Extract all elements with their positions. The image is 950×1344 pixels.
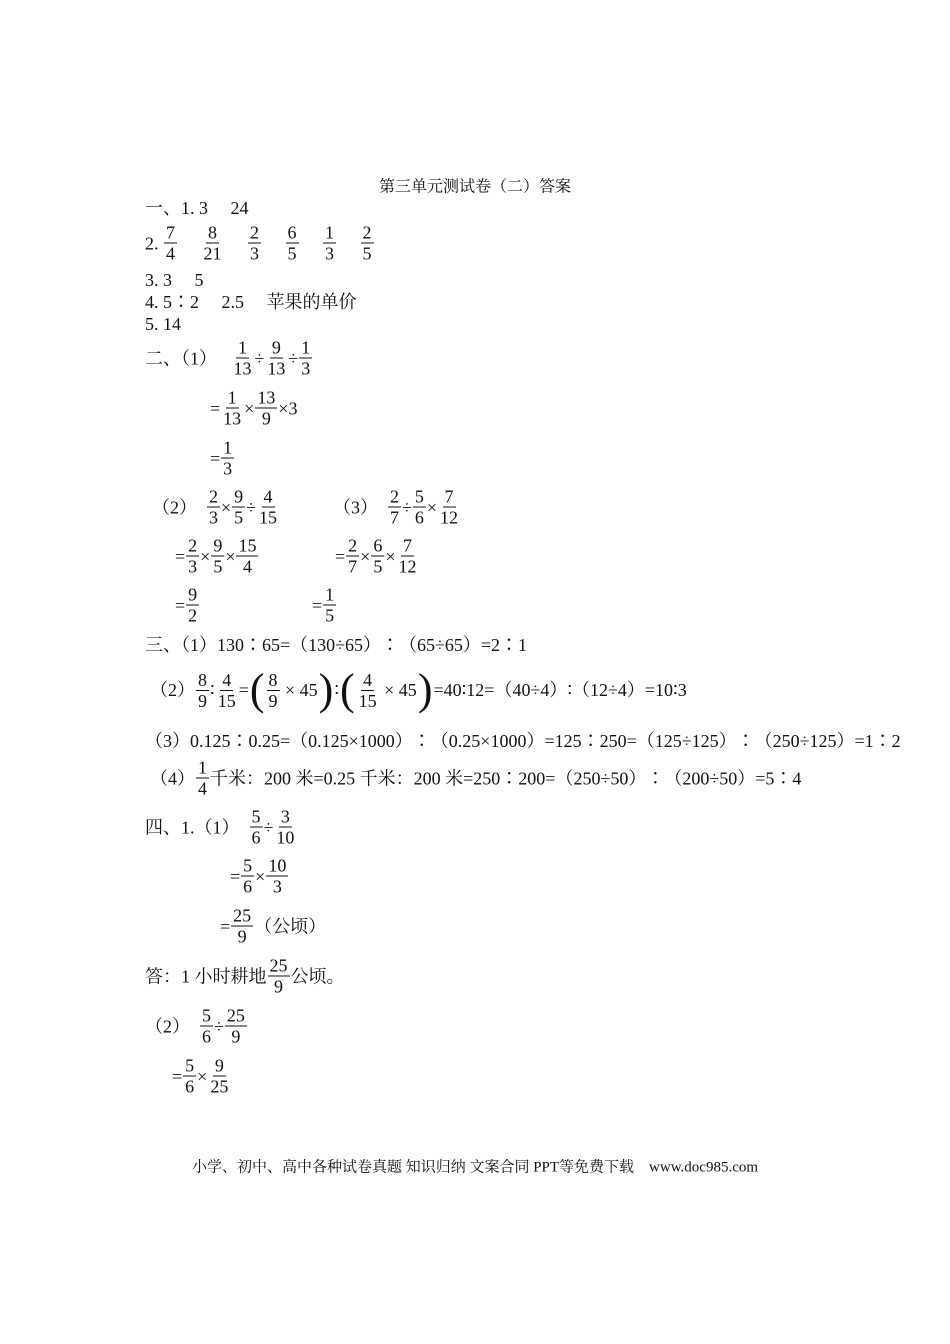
text-segment: ×: [385, 546, 396, 566]
answer-line: [312, 585, 337, 626]
text-segment: ÷: [402, 497, 412, 517]
fraction-denominator: 3: [272, 876, 282, 897]
fraction-numerator: 2: [348, 535, 358, 556]
fraction: [371, 536, 384, 577]
fraction-denominator: 3: [209, 507, 218, 528]
fraction-numerator: 7: [444, 486, 454, 507]
text-segment: （3）0.125∶0.25=（0.125×1000）∶（0.25×1000）=125∶250=（125÷125）∶（250÷125）=1∶2: [145, 731, 901, 751]
fraction: [413, 487, 426, 528]
fraction-denominator: 21: [203, 243, 222, 264]
fraction: [248, 223, 261, 264]
fraction: [186, 536, 199, 577]
fraction-denominator: 9: [261, 408, 271, 429]
text-segment: 4. 5∶2 2.5 苹果的单价: [145, 292, 357, 312]
text-segment: ÷: [214, 1016, 224, 1036]
fraction: [200, 1006, 213, 1047]
fraction: [202, 223, 224, 264]
fraction-numerator: 15: [238, 535, 257, 556]
text-segment: ×: [255, 866, 266, 886]
fraction-denominator: 15: [358, 690, 377, 711]
fraction-denominator: 6: [414, 507, 424, 528]
fraction-denominator: 7: [390, 507, 399, 528]
fraction: [323, 585, 336, 626]
fraction-numerator: 2: [209, 486, 218, 507]
text-segment: ×: [426, 497, 438, 517]
fraction-denominator: 6: [251, 827, 261, 848]
fraction: [299, 338, 312, 379]
fraction-denominator: 9: [198, 690, 207, 711]
fraction-numerator: 8: [208, 222, 217, 243]
text-segment: ÷: [288, 348, 299, 368]
answer-line: [145, 1006, 248, 1047]
fraction-numerator: 4: [263, 486, 273, 507]
fraction-denominator: 9: [274, 976, 283, 997]
fraction-denominator: 13: [233, 358, 252, 379]
fraction-numerator: 6: [373, 535, 383, 556]
fraction-denominator: 13: [267, 358, 286, 379]
fraction-denominator: 3: [250, 243, 259, 264]
text-segment: （2）: [152, 497, 206, 517]
text-segment: 3. 3 5: [145, 270, 204, 290]
fraction: [196, 758, 209, 799]
text-segment: [337, 233, 360, 253]
fraction: [216, 670, 238, 711]
text-segment: 一、1. 3 24: [145, 198, 249, 218]
fraction-numerator: 5: [414, 486, 424, 507]
text-segment: =: [238, 680, 249, 700]
fraction-numerator: 2: [362, 222, 372, 243]
answer-line: [145, 956, 345, 997]
fraction-numerator: 4: [363, 669, 373, 690]
fraction: [266, 856, 288, 897]
fraction-denominator: 6: [185, 1076, 195, 1097]
answer-line: [333, 487, 461, 528]
fraction-denominator: 2: [188, 605, 198, 626]
text-segment: ∶: [210, 680, 215, 700]
fraction: [250, 807, 263, 848]
text-segment: =: [220, 916, 231, 936]
answer-line: [230, 856, 289, 897]
fraction: [257, 487, 279, 528]
text-segment: ×: [200, 546, 211, 566]
text-segment: 公顷。: [290, 966, 345, 986]
text-segment: ×: [197, 1066, 208, 1086]
fraction: [388, 487, 401, 528]
fraction-denominator: 5: [213, 556, 223, 577]
fraction: [164, 223, 177, 264]
text-segment: =: [172, 1066, 183, 1086]
answer-line: [145, 292, 357, 312]
fraction-numerator: 6: [287, 222, 297, 243]
text-segment: 二、（1）: [145, 348, 231, 368]
text-segment: =: [175, 546, 186, 566]
fraction: [438, 487, 460, 528]
text-segment: 2.: [145, 233, 163, 253]
fraction: [221, 438, 234, 479]
text-segment: 5. 14: [145, 314, 181, 334]
text-segment: （2）: [150, 680, 195, 700]
fraction: [183, 1056, 196, 1097]
answer-line: [220, 906, 326, 947]
fraction-numerator: 25: [269, 955, 288, 976]
text-segment: [262, 233, 285, 253]
fraction-numerator: 1: [325, 222, 334, 243]
fraction-numerator: 2: [188, 535, 198, 556]
large-parenthesis: ): [417, 665, 433, 714]
fraction-denominator: 6: [243, 876, 253, 897]
large-parenthesis: ): [318, 665, 334, 714]
fraction-numerator: 1: [238, 337, 247, 358]
fraction: [396, 536, 418, 577]
fraction-numerator: 1: [227, 387, 237, 408]
text-segment: ×: [360, 546, 371, 566]
text-segment: ∶: [334, 680, 339, 700]
answer-line: [150, 758, 801, 799]
answer-line: [210, 438, 235, 479]
fraction-denominator: 12: [440, 507, 459, 528]
fraction-denominator: 13: [223, 408, 242, 429]
fraction-numerator: 5: [202, 1005, 211, 1026]
text-segment: =: [210, 398, 221, 418]
text-segment: 答：1 小时耕地: [145, 966, 267, 986]
large-parenthesis: (: [249, 665, 265, 714]
text-segment: 千米：200 米=0.25 千米：200 米=250∶200=（250÷50）∶（200÷50）=5∶4: [210, 768, 802, 788]
fraction: [196, 670, 209, 711]
fraction-denominator: 5: [373, 556, 383, 577]
fraction-numerator: 9: [213, 535, 223, 556]
text-segment: × 45: [379, 680, 417, 700]
text-segment: =: [210, 448, 221, 468]
text-segment: [225, 233, 248, 253]
text-segment: ÷: [263, 817, 274, 837]
answer-line: [145, 223, 375, 264]
fraction-numerator: 1: [325, 584, 335, 605]
answer-line: [175, 585, 200, 626]
fraction-numerator: 9: [214, 1055, 224, 1076]
fraction-numerator: 7: [166, 222, 175, 243]
fraction-numerator: 5: [185, 1055, 195, 1076]
fraction-denominator: 5: [234, 507, 244, 528]
fraction-numerator: 2: [390, 486, 399, 507]
fraction-denominator: 10: [276, 827, 295, 848]
text-segment: ×3: [278, 398, 298, 418]
fraction: [211, 536, 224, 577]
fraction-numerator: 5: [251, 806, 261, 827]
fraction-denominator: 3: [301, 358, 311, 379]
answer-line: [150, 667, 687, 713]
fraction: [286, 223, 299, 264]
fraction-denominator: 3: [223, 458, 233, 479]
fraction: [357, 670, 379, 711]
fraction-numerator: 8: [268, 669, 278, 690]
text-segment: × 45: [280, 680, 318, 700]
text-segment: ×: [244, 398, 255, 418]
text-segment: [178, 233, 201, 253]
fraction: [231, 906, 253, 947]
answer-line: [335, 536, 419, 577]
fraction: [255, 388, 277, 429]
fraction-denominator: 4: [166, 243, 175, 264]
text-segment: 三、（1）130∶65=（130÷65）∶（65÷65）=2∶1: [145, 635, 528, 655]
fraction-denominator: 15: [217, 690, 236, 711]
answer-line: [145, 198, 249, 218]
fraction: [323, 223, 336, 264]
text-segment: =: [312, 595, 323, 615]
fraction: [225, 1006, 247, 1047]
fraction-numerator: 13: [257, 387, 276, 408]
fraction-numerator: 1: [223, 437, 233, 458]
fraction-numerator: 5: [243, 855, 253, 876]
fraction: [361, 223, 374, 264]
text-segment: ×: [221, 497, 232, 517]
fraction-numerator: 10: [268, 855, 287, 876]
text-segment: ÷: [246, 497, 257, 517]
answer-line: [175, 536, 259, 577]
text-segment: （4）: [150, 768, 195, 788]
fraction: [236, 536, 258, 577]
text-segment: 四、1.（1）: [145, 817, 249, 837]
text-segment: （2）: [145, 1016, 199, 1036]
fraction-denominator: 15: [259, 507, 278, 528]
fraction: [186, 585, 199, 626]
fraction-numerator: 1: [301, 337, 311, 358]
fraction-numerator: 9: [271, 337, 281, 358]
fraction-denominator: 4: [242, 556, 252, 577]
fraction-denominator: 3: [325, 243, 334, 264]
fraction-numerator: 8: [198, 669, 207, 690]
answer-line: [152, 487, 280, 528]
fraction: [268, 956, 290, 997]
fraction-numerator: 9: [188, 584, 198, 605]
answer-line: [145, 270, 204, 290]
fraction-denominator: 9: [268, 690, 278, 711]
text-segment: ÷: [254, 348, 265, 368]
fraction: [207, 487, 220, 528]
fraction: [232, 487, 245, 528]
fraction: [208, 1056, 230, 1097]
fraction-numerator: 4: [222, 669, 232, 690]
text-segment: ×: [225, 546, 236, 566]
fraction-numerator: 2: [250, 222, 259, 243]
fraction: [265, 338, 287, 379]
fraction-denominator: 12: [398, 556, 417, 577]
fraction-denominator: 25: [210, 1076, 229, 1097]
large-parenthesis: (: [340, 665, 355, 714]
fraction-denominator: 5: [287, 243, 297, 264]
fraction-denominator: 4: [198, 778, 207, 799]
fraction-numerator: 25: [226, 1005, 245, 1026]
fraction-numerator: 7: [402, 535, 412, 556]
fraction-numerator: 9: [234, 486, 244, 507]
text-segment: =: [230, 866, 241, 886]
answer-line: [210, 388, 297, 429]
fraction: [274, 807, 296, 848]
document-title: 第三单元测试卷（二）答案: [378, 178, 571, 196]
fraction-numerator: 1: [198, 757, 207, 778]
answer-line: [145, 731, 901, 751]
text-segment: [300, 233, 323, 253]
fraction: [346, 536, 359, 577]
text-segment: =40∶12=（40÷4）∶（12÷4）=10∶3: [433, 680, 687, 700]
text-segment: （公顷）: [254, 916, 327, 936]
footer-text: 小学、初中、高中各种试卷真题 知识归纳 文案合同 PPT等免费下载 www.doc985.com: [191, 1159, 759, 1176]
fraction-denominator: 7: [348, 556, 358, 577]
fraction: [221, 388, 243, 429]
fraction-denominator: 6: [202, 1026, 211, 1047]
text-segment: （3）: [333, 497, 387, 517]
fraction: [232, 338, 254, 379]
answer-line: [145, 338, 313, 379]
fraction: [241, 856, 254, 897]
text-segment: =: [175, 595, 186, 615]
answer-line: [145, 807, 297, 848]
fraction-denominator: 9: [237, 926, 247, 947]
answer-line: [145, 635, 527, 655]
answer-line: [145, 314, 181, 334]
fraction-denominator: 3: [188, 556, 198, 577]
fraction: [267, 670, 280, 711]
fraction-numerator: 3: [280, 806, 290, 827]
fraction-denominator: 9: [231, 1026, 241, 1047]
answer-line: [172, 1056, 231, 1097]
fraction-denominator: 5: [325, 605, 335, 626]
fraction-denominator: 5: [362, 243, 372, 264]
fraction-numerator: 25: [233, 905, 252, 926]
text-segment: =: [335, 546, 346, 566]
